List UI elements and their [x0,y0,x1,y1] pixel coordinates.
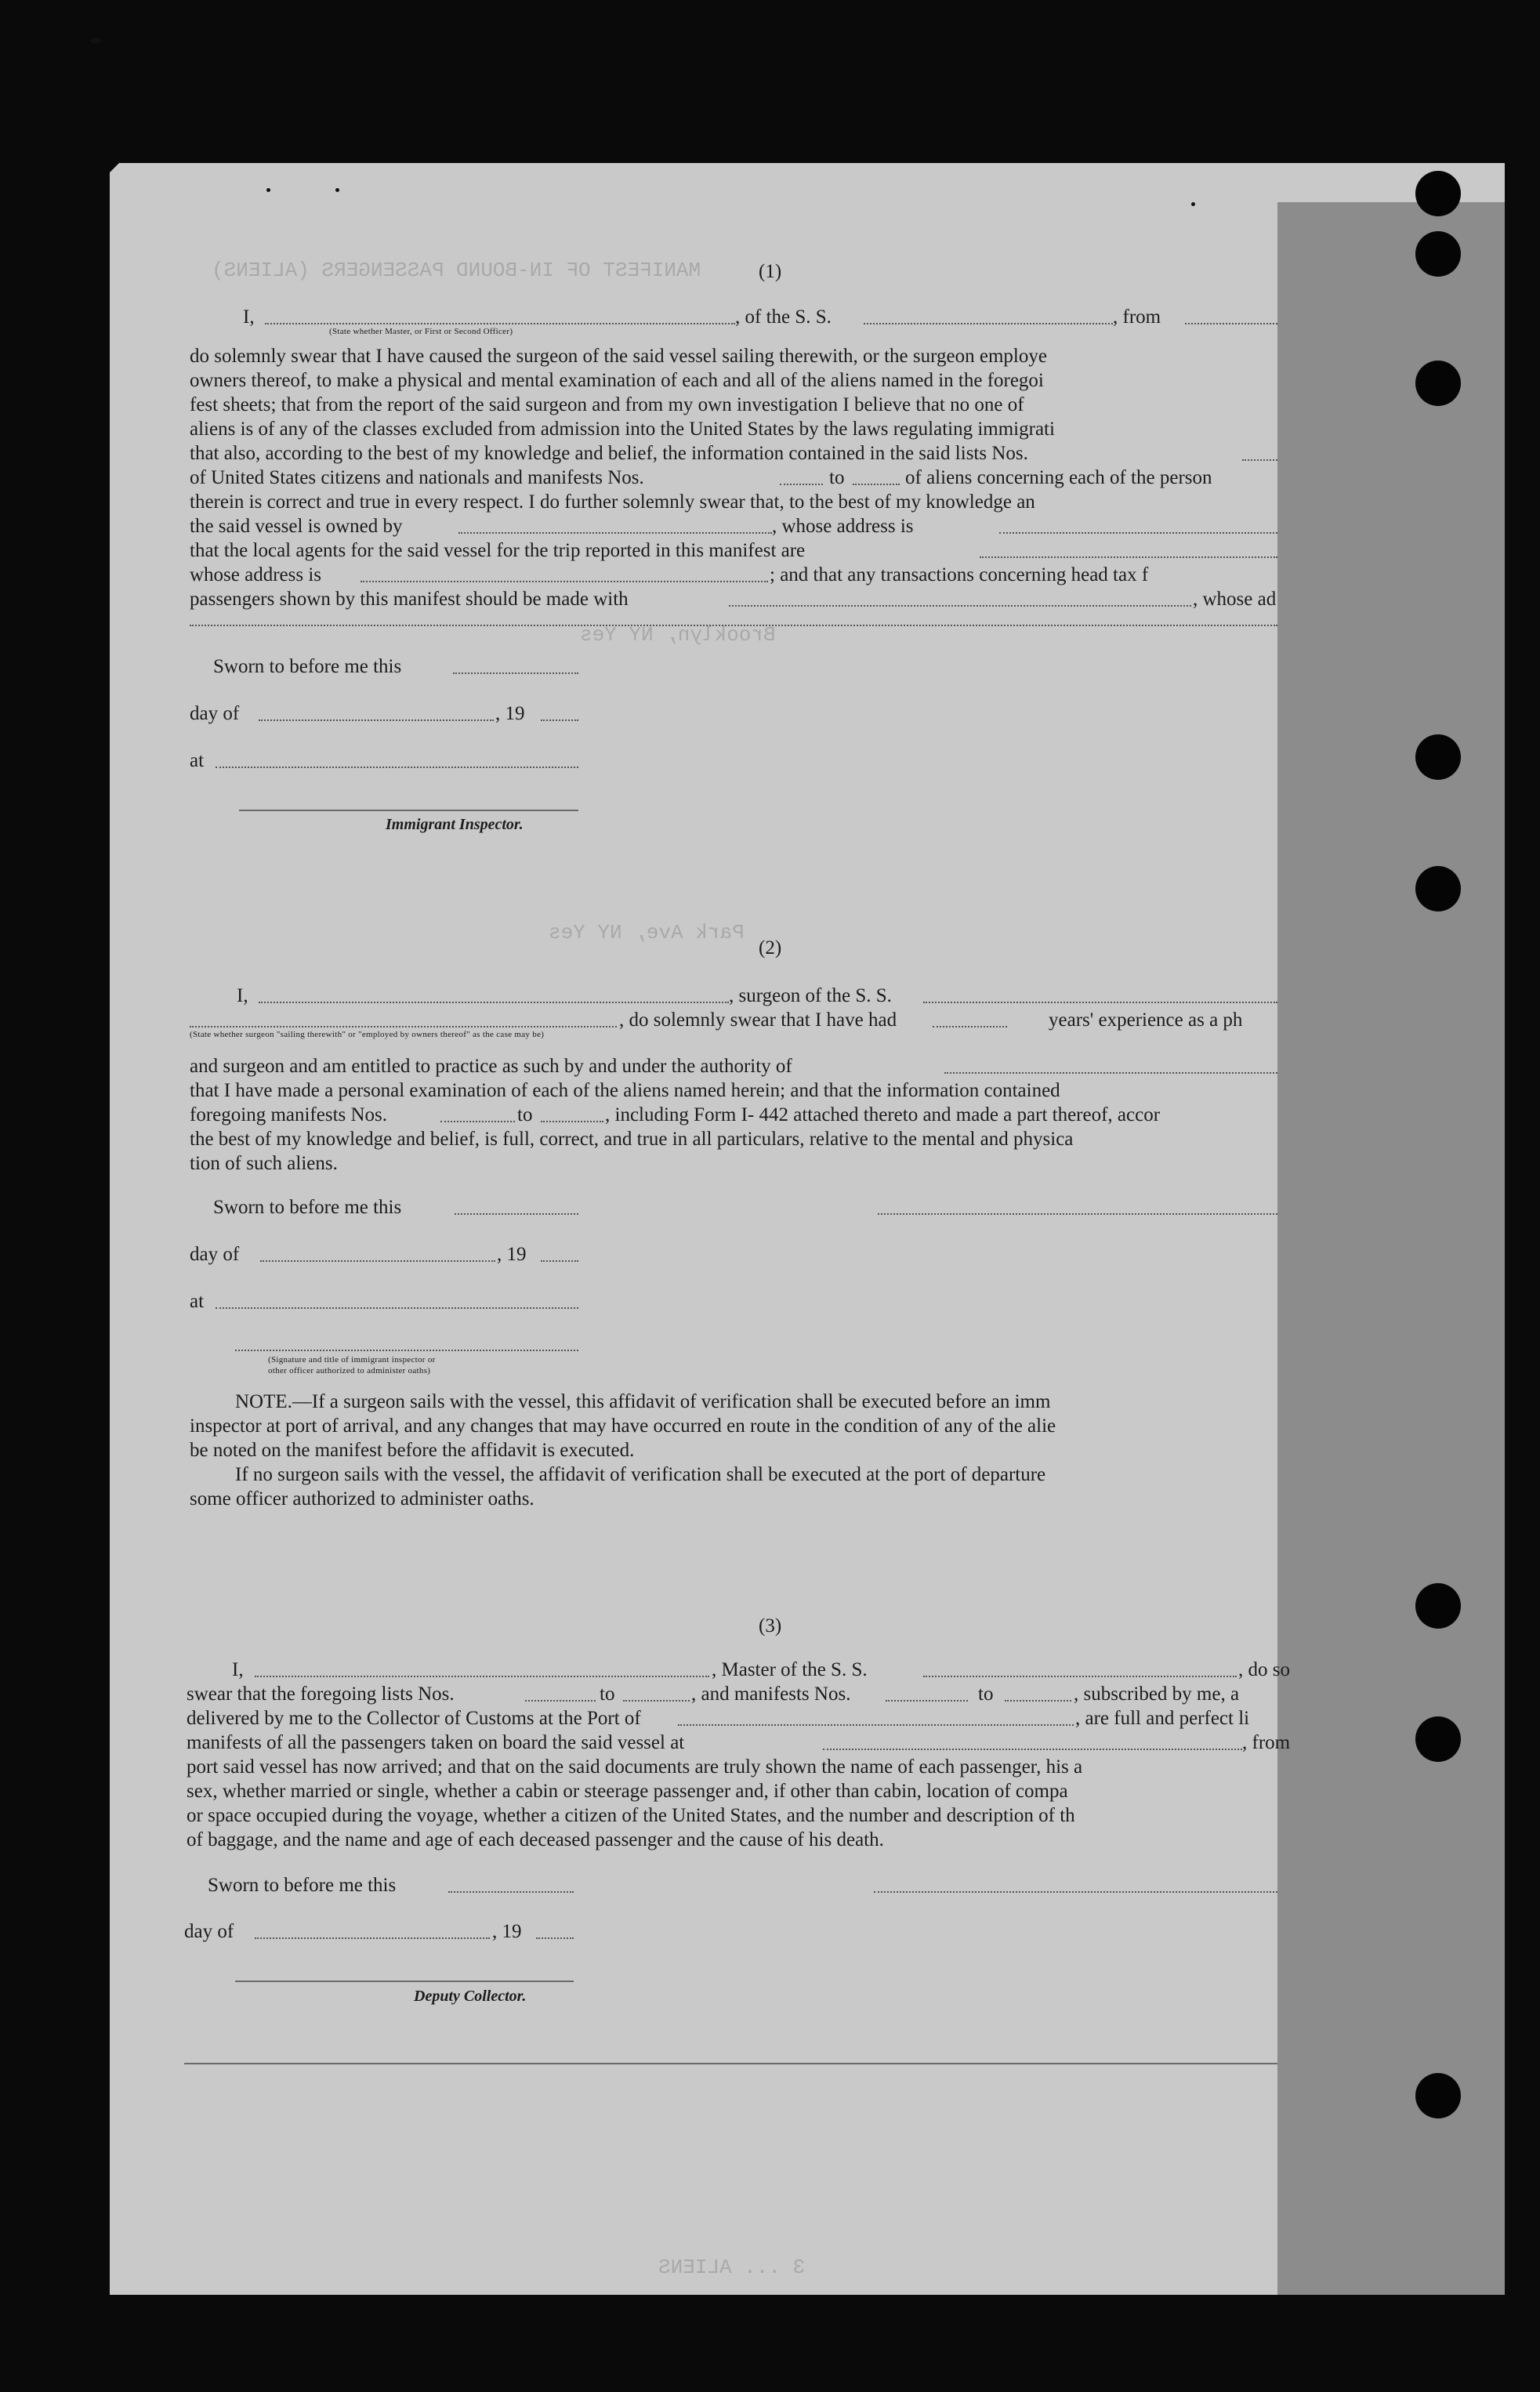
binder-hole [1415,231,1461,277]
master-text: , are full and perfect li [1075,1708,1250,1729]
at-label: at [190,750,205,771]
affiant-line: , of the S. S. [735,306,832,328]
section-1-number: (1) [759,261,782,282]
blank-line [216,1307,578,1309]
blank-line [255,1676,709,1677]
surgeon-line: , do solemnly swear that I have had [619,1009,897,1031]
oath-text: the said vessel is owned by [190,516,403,537]
surgeon-signature-line [878,1213,1277,1215]
day-label: day of [184,1921,234,1942]
blank-line [541,1121,603,1122]
section-3-number: (3) [759,1615,782,1636]
binder-hole [1415,361,1461,406]
oath-text: passengers shown by this manifest should be made with [190,589,629,610]
blank-line [455,1213,578,1215]
bleed-through-text: Park Ave, NY Yes [549,921,745,944]
oath-text: , whose address is [772,516,914,537]
blank-line [1005,1700,1071,1702]
master-text: , from [1242,1732,1291,1753]
surgeon-text: that I have made a personal examination of each of the aliens named herein; and that the information contained [190,1080,1060,1101]
blank-line [944,1072,1277,1074]
note-text: be noted on the manifest before the affidavit is executed. [190,1440,635,1461]
field-hint: (State whether surgeon "sailing therewith" or "employed by owners thereof" as the case may be) [190,1030,545,1039]
blank-line [1185,323,1277,324]
oath-text: of United States citizens and nationals and manifests Nos. [190,467,644,488]
blank-line [999,532,1277,534]
surgeon-line: , surgeon of the S. S. [729,985,892,1006]
blank-line [190,1026,617,1027]
signature-caption: Immigrant Inspector. [386,816,524,833]
bleed-through-text: MANIFEST OF IN-BOUND PASSENGERS (ALIENS) [212,259,701,282]
sworn-label: Sworn to before me this [213,656,402,677]
signature-line [235,1350,578,1351]
blank-line [440,1121,515,1122]
field-hint: (State whether Master, or First or Second Officer) [329,327,513,336]
master-text: sex, whether married or single, whether a cabin or steerage passenger and, if other than cabin, location of compa [187,1781,1068,1802]
signature-line [235,1981,574,1982]
blank-line [678,1724,1074,1726]
note-text: NOTE.—If a surgeon sails with the vessel, this affidavit of verification shall be executed before an imm [235,1391,1051,1412]
blank-line [923,1002,1277,1003]
year-label: , 19 [492,1921,522,1942]
note-text: If no surgeon sails with the vessel, the affidavit of verification shall be executed at the port of departure [235,1464,1046,1485]
oath-text: do solemnly swear that I have caused the surgeon of the said vessel sailing therewith, or the surgeon employe [190,346,1047,367]
blank-line [886,1700,968,1702]
ink-speck [90,38,101,44]
binding-strip [1277,202,1505,2295]
bleed-through-text: 3 ... ALIENS [658,2256,806,2279]
master-line: , do so [1238,1659,1290,1680]
surgeon-line: I, [237,985,248,1006]
oath-text: fest sheets; that from the report of the said surgeon and from my own investigation I believe that no one of [190,394,1024,415]
section-2-number: (2) [759,937,782,959]
ink-speck [1191,202,1195,206]
year-label: , 19 [495,703,525,724]
oath-text: ; and that any transactions concerning head tax f [770,564,1149,585]
master-text: of baggage, and the name and age of each deceased passenger and the cause of his death. [187,1829,884,1850]
blank-line [259,1002,729,1003]
blank-line [933,1026,1007,1027]
binder-hole [1415,866,1461,911]
blank-line [541,719,578,721]
year-label: , 19 [497,1244,527,1265]
bleed-through-text: Brooklyn, NY Yes [580,623,776,647]
oath-text: to [829,467,845,488]
oath-text: that the local agents for the said vessel for the trip reported in this manifest are [190,540,806,561]
oath-text: of aliens concerning each of the person [905,467,1212,488]
blank-line [458,532,772,534]
blank-line [259,719,494,721]
blank-line [853,484,900,485]
signature-caption: Deputy Collector. [414,1988,527,2005]
signature-caption: (Signature and title of immigrant inspector or [268,1355,436,1365]
blank-line [216,767,578,768]
blank-line [255,1937,490,1939]
master-text: swear that the foregoing lists Nos. [187,1683,455,1705]
blank-line [260,1260,495,1262]
affiant-line: , from [1113,306,1161,328]
oath-text: whose address is [190,564,322,585]
surgeon-text: , including Form I- 442 attached thereto and made a part thereof, accor [605,1104,1161,1125]
master-line: , Master of the S. S. [712,1659,868,1680]
blank-line [453,672,578,674]
note-text: inspector at port of arrival, and any changes that may have occurred en route in the condition of any of the alie [190,1415,1056,1437]
surgeon-text: and surgeon and am entitled to practice as such by and under the authority of [190,1056,792,1077]
surgeon-text: the best of my knowledge and belief, is full, correct, and true in all particulars, relative to the mental and physica [190,1129,1074,1150]
signature-line [239,810,578,811]
sworn-label: Sworn to before me this [208,1875,397,1896]
master-text: , subscribed by me, a [1074,1683,1240,1705]
binder-hole [1415,1716,1461,1762]
sworn-label: Sworn to before me this [213,1197,402,1218]
divider-line [184,2063,1277,2064]
note-text: some officer authorized to administer oaths. [190,1488,534,1509]
binder-hole [1415,2073,1461,2118]
oath-text: that also, according to the best of my knowledge and belief, the information contained in the said lists Nos. [190,443,1028,464]
blank-line [361,581,768,582]
ink-speck [266,188,270,192]
blank-line [265,323,735,324]
surgeon-text: foregoing manifests Nos. [190,1104,388,1125]
affiant-line: I, [243,306,255,328]
master-text: manifests of all the passengers taken on board the said vessel at [187,1732,685,1753]
blank-line [448,1891,574,1893]
oath-text: , whose ad [1193,589,1277,610]
blank-line [1242,459,1277,461]
blank-line [823,1749,1242,1750]
blank-line [536,1937,574,1939]
surgeon-line: years' experience as a ph [1049,1009,1243,1031]
master-text: or space occupied during the voyage, whether a citizen of the United States, and the number and description of th [187,1805,1075,1826]
surgeon-text: to [517,1104,533,1125]
binder-hole [1415,171,1461,216]
blank-line [541,1260,578,1262]
surgeon-text: tion of such aliens. [190,1153,338,1174]
binder-hole [1415,1583,1461,1629]
signature-caption: other officer authorized to administer oaths) [268,1366,431,1375]
master-signature-line [874,1891,1277,1893]
master-text: port said vessel has now arrived; and that on the said documents are truly shown the name of each passenger, his a [187,1756,1083,1778]
master-text: to [600,1683,615,1705]
blank-line [190,625,1277,626]
binder-hole [1415,734,1461,780]
blank-line [864,323,1113,324]
ink-speck [335,188,339,192]
at-label: at [190,1291,205,1312]
blank-line [623,1700,690,1702]
blank-line [980,556,1277,558]
day-label: day of [190,1244,240,1265]
oath-text: therein is correct and true in every respect. I do further solemnly swear that, to the best of my knowledge an [190,491,1035,513]
master-text: , and manifests Nos. [691,1683,851,1705]
master-text: delivered by me to the Collector of Customs at the Port of [187,1708,641,1729]
blank-line [923,1676,1237,1677]
master-text: to [978,1683,994,1705]
blank-line [525,1700,596,1702]
oath-text: aliens is of any of the classes excluded from admission into the United States by the laws regulating immigrati [190,419,1055,440]
oath-text: owners thereof, to make a physical and mental examination of each and all of the aliens named in the foregoi [190,370,1044,391]
master-line: I, [232,1659,244,1680]
blank-line [729,605,1191,607]
blank-line [780,484,823,485]
day-label: day of [190,703,240,724]
